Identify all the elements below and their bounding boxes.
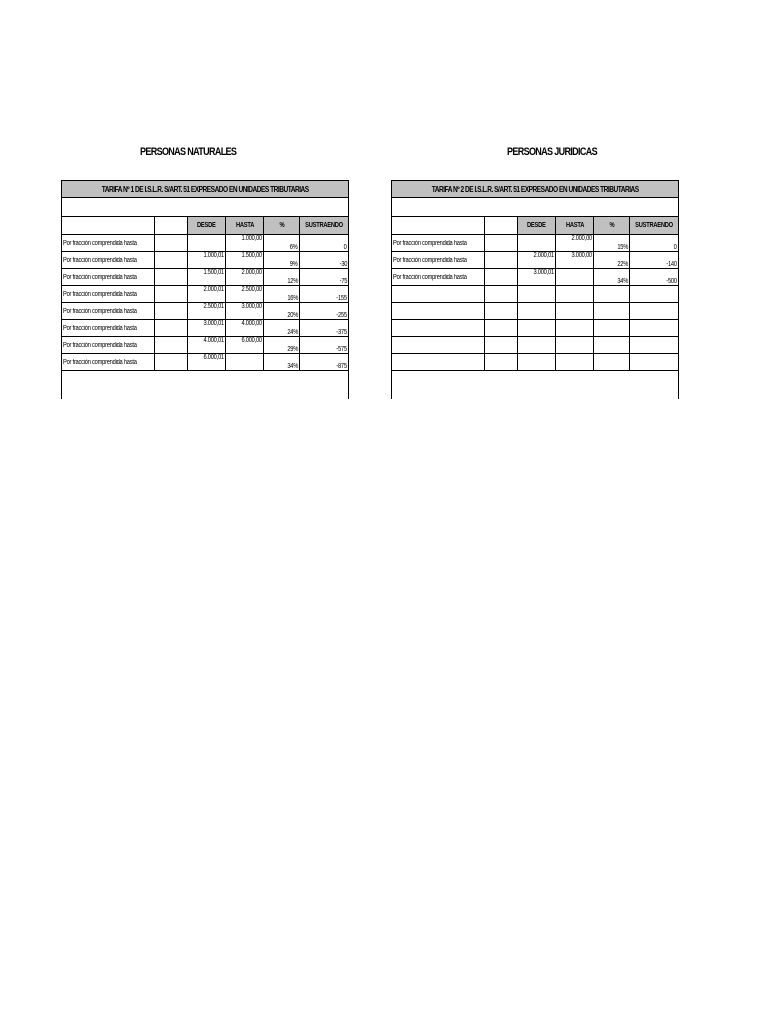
hasta-cell-text: 6.000,00 (241, 337, 263, 344)
sustraendo-cell (299, 252, 348, 269)
desde-cell (517, 252, 555, 269)
percent-cell-text: 20% (287, 312, 298, 319)
sustraendo-header-text: SUSTRAENDO (635, 222, 673, 229)
row-label-text: Por fracción comprendida hasta (393, 239, 467, 247)
hasta-cell-text: 1.000,00 (241, 235, 263, 242)
percent-cell (594, 252, 630, 269)
tarifa-1-header (61, 180, 349, 198)
hasta-cell-text: 2.000,00 (241, 269, 263, 276)
percent-cell-text: 12% (287, 278, 298, 285)
header-blank (484, 217, 517, 235)
hasta-cell (556, 303, 594, 320)
sustraendo-cell-text: -575 (336, 346, 347, 353)
hasta-header-text: HASTA (235, 222, 254, 229)
table-row (392, 303, 678, 320)
hasta-cell (556, 235, 594, 252)
tarifa-2-header (391, 180, 679, 198)
sustraendo-header-text: SUSTRAENDO (305, 222, 343, 229)
percent-cell (594, 320, 630, 337)
desde-cell (187, 269, 225, 286)
table-row (62, 286, 348, 303)
desde-cell (517, 303, 555, 320)
sustraendo-cell (299, 269, 348, 286)
desde-cell-text: 2.000,01 (203, 286, 225, 293)
hasta-cell (226, 337, 264, 354)
hasta-cell-text: 3.000,00 (571, 252, 593, 259)
hasta-cell (556, 286, 594, 303)
percent-cell-text: 34% (287, 363, 298, 370)
hasta-header (226, 217, 264, 235)
hasta-cell (226, 252, 264, 269)
row-label (392, 320, 484, 337)
desde-cell-text: 1.000,01 (203, 252, 225, 259)
hasta-cell-text: 2.000,00 (571, 235, 593, 242)
desde-cell-text: 2.500,01 (203, 303, 225, 310)
sustraendo-cell (629, 286, 678, 303)
sustraendo-cell (299, 286, 348, 303)
row-blank-cell (154, 303, 187, 320)
percent-header-text: % (279, 222, 285, 229)
sustraendo-cell-text: -140 (666, 261, 677, 268)
table-row (62, 252, 348, 269)
hasta-cell-text: 2.500,00 (241, 286, 263, 293)
row-label-text: Por fracción comprendida hasta (63, 324, 137, 332)
desde-header-text: DESDE (197, 222, 216, 229)
table-row (392, 320, 678, 337)
row-label (392, 269, 484, 286)
hasta-cell (556, 252, 594, 269)
desde-cell (187, 320, 225, 337)
sustraendo-cell (299, 303, 348, 320)
desde-header (187, 217, 225, 235)
sustraendo-cell-text: -500 (666, 278, 677, 285)
desde-cell-text: 2.000,01 (533, 252, 555, 259)
percent-cell (594, 235, 630, 252)
percent-cell (264, 354, 300, 371)
tarifa-1-grid (62, 216, 348, 371)
hasta-cell-text: 3.000,00 (241, 303, 263, 310)
sustraendo-cell (629, 303, 678, 320)
percent-cell (594, 303, 630, 320)
percent-cell (264, 337, 300, 354)
desde-cell (187, 354, 225, 371)
row-label-text: Por fracción comprendida hasta (393, 273, 467, 281)
row-blank-cell (484, 252, 517, 269)
desde-cell (517, 286, 555, 303)
desde-cell (187, 252, 225, 269)
table-row (62, 235, 348, 252)
row-label (392, 235, 484, 252)
sustraendo-cell (629, 337, 678, 354)
tarifa-2-grid (392, 216, 678, 371)
row-blank-cell (484, 235, 517, 252)
row-label-text: Por fracción comprendida hasta (393, 256, 467, 264)
hasta-cell-text: 1.500,00 (241, 252, 263, 259)
row-label-text: Por fracción comprendida hasta (63, 290, 137, 298)
desde-cell (517, 354, 555, 371)
row-blank-cell (154, 269, 187, 286)
percent-header (594, 217, 630, 235)
row-blank-cell (154, 286, 187, 303)
sustraendo-cell (299, 354, 348, 371)
row-label-text: Por fracción comprendida hasta (63, 273, 137, 281)
percent-cell (264, 320, 300, 337)
sustraendo-cell (629, 235, 678, 252)
row-blank-cell (154, 235, 187, 252)
hasta-cell (556, 269, 594, 286)
percent-cell-text: 15% (617, 244, 628, 251)
sustraendo-cell-text: 0 (674, 244, 677, 251)
sustraendo-header (299, 217, 348, 235)
percent-cell (594, 286, 630, 303)
desde-cell (517, 269, 555, 286)
table-row (62, 303, 348, 320)
desde-cell (187, 235, 225, 252)
sustraendo-cell-text: -75 (339, 278, 347, 285)
sustraendo-cell-text: -255 (336, 312, 347, 319)
table-row (392, 337, 678, 354)
hasta-cell (556, 354, 594, 371)
table-row (392, 235, 678, 252)
row-label (392, 337, 484, 354)
sustraendo-cell (629, 269, 678, 286)
row-blank-cell (154, 320, 187, 337)
percent-cell-text: 6% (290, 244, 298, 251)
percent-cell (594, 337, 630, 354)
hasta-cell (226, 286, 264, 303)
desde-cell (517, 235, 555, 252)
desde-cell-text: 1.500,01 (203, 269, 225, 276)
row-label (392, 354, 484, 371)
header-blank-label (62, 217, 154, 235)
sustraendo-cell (629, 354, 678, 371)
row-blank-cell (154, 252, 187, 269)
row-label (392, 286, 484, 303)
row-label-text: Por fracción comprendida hasta (63, 341, 137, 349)
desde-cell-text: 6.000,01 (203, 354, 225, 361)
percent-cell-text: 16% (287, 295, 298, 302)
row-blank-cell (154, 337, 187, 354)
tarifa-1-header-text: TARIFA Nº 1 DE I.S.L.R. S/ART. 51 EXPRESADO EN UNIDADES TRIBUTARIAS (101, 184, 309, 194)
percent-cell (264, 286, 300, 303)
row-blank-cell (484, 303, 517, 320)
table-row (62, 337, 348, 354)
desde-cell (187, 303, 225, 320)
table-row (62, 354, 348, 371)
row-blank-cell (484, 337, 517, 354)
header-blank (154, 217, 187, 235)
hasta-cell-text: 4.000,00 (241, 320, 263, 327)
row-label (62, 303, 154, 320)
tarifa-1-table (61, 180, 349, 399)
percent-cell-text: 24% (287, 329, 298, 336)
hasta-cell (556, 320, 594, 337)
percent-cell-text: 22% (617, 261, 628, 268)
sustraendo-cell-text: -155 (336, 295, 347, 302)
row-label-text: Por fracción comprendida hasta (63, 239, 137, 247)
hasta-header-text: HASTA (565, 222, 584, 229)
row-label (392, 252, 484, 269)
percent-cell (264, 303, 300, 320)
desde-cell (187, 337, 225, 354)
hasta-cell (556, 337, 594, 354)
sustraendo-cell (629, 252, 678, 269)
header-blank-label (392, 217, 484, 235)
row-label (62, 252, 154, 269)
hasta-cell (226, 354, 264, 371)
row-blank-cell (484, 320, 517, 337)
table-row (62, 320, 348, 337)
percent-cell (264, 252, 300, 269)
percent-cell (594, 354, 630, 371)
percent-header (264, 217, 300, 235)
desde-cell (187, 286, 225, 303)
row-label (62, 269, 154, 286)
sustraendo-cell (299, 235, 348, 252)
percent-cell (264, 269, 300, 286)
desde-cell (517, 337, 555, 354)
sustraendo-cell (629, 320, 678, 337)
percent-cell-text: 9% (290, 261, 298, 268)
row-label (62, 320, 154, 337)
hasta-cell (226, 303, 264, 320)
sustraendo-cell-text: -875 (336, 363, 347, 370)
row-label-text: Por fracción comprendida hasta (63, 256, 137, 264)
row-label (392, 303, 484, 320)
row-label-text: Por fracción comprendida hasta (63, 307, 137, 315)
sustraendo-cell (299, 320, 348, 337)
tarifa-2-header-text: TARIFA Nº 2 DE I.S.L.R. S/ART. 51 EXPRESADO EN UNIDADES TRIBUTARIAS (431, 184, 639, 194)
desde-cell-text: 4.000,01 (203, 337, 225, 344)
row-label (62, 235, 154, 252)
sustraendo-cell (299, 337, 348, 354)
row-label (62, 354, 154, 371)
percent-header-text: % (609, 222, 615, 229)
desde-header-text: DESDE (527, 222, 546, 229)
hasta-cell (226, 320, 264, 337)
sustraendo-cell-text: -375 (336, 329, 347, 336)
desde-cell-text: 3.000,01 (533, 269, 555, 276)
table-row (392, 354, 678, 371)
row-label-text: Por fracción comprendida hasta (63, 358, 137, 366)
tarifa-2-table (391, 180, 679, 399)
table-row (392, 286, 678, 303)
personas-juridicas-title: PERSONAS JURIDICAS (507, 146, 597, 158)
sustraendo-header (629, 217, 678, 235)
hasta-cell (226, 269, 264, 286)
sustraendo-cell-text: -30 (339, 261, 347, 268)
row-blank-cell (484, 269, 517, 286)
table-row (62, 269, 348, 286)
table-row (392, 252, 678, 269)
row-label (62, 286, 154, 303)
desde-header (517, 217, 555, 235)
row-blank-cell (154, 354, 187, 371)
percent-cell (594, 269, 630, 286)
percent-cell-text: 34% (617, 278, 628, 285)
column-header-row (392, 217, 678, 235)
table-row (392, 269, 678, 286)
sustraendo-cell-text: 0 (344, 244, 347, 251)
personas-naturales-title: PERSONAS NATURALES (140, 146, 237, 158)
column-header-row (62, 217, 348, 235)
hasta-cell (226, 235, 264, 252)
desde-cell-text: 3.000,01 (203, 320, 225, 327)
row-blank-cell (484, 286, 517, 303)
row-blank-cell (484, 354, 517, 371)
hasta-header (556, 217, 594, 235)
percent-cell (264, 235, 300, 252)
row-label (62, 337, 154, 354)
percent-cell-text: 29% (287, 346, 298, 353)
desde-cell (517, 320, 555, 337)
